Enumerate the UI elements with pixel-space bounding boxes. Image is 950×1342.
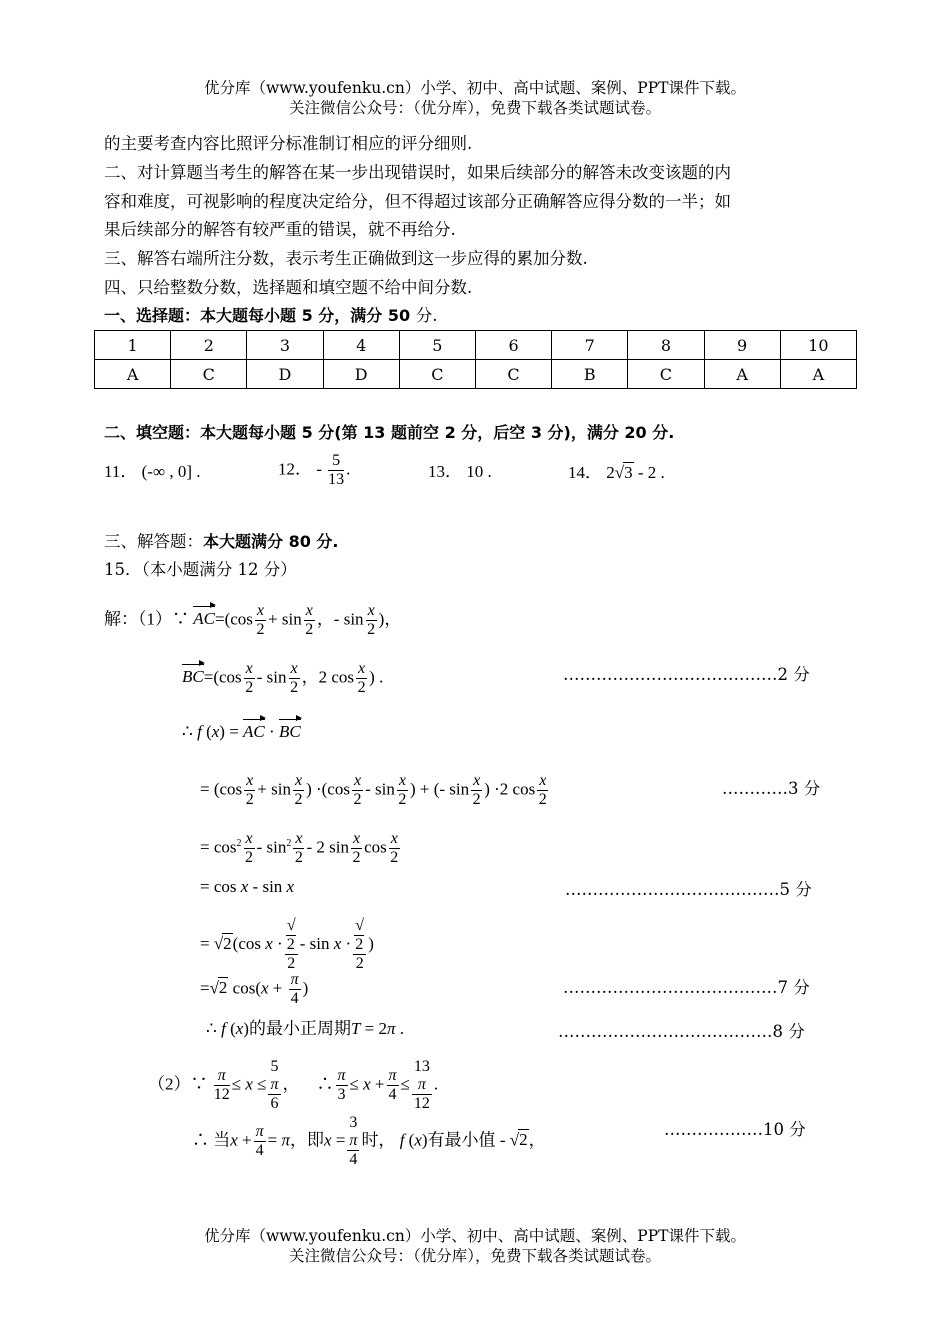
expansion-line: = (cos $\frac{x}{2}$ + sin $\frac{x}{2}$ ) ·(cos $\frac{x}{2}$ - sin $\frac{x}{2}$ ) + (- sin $\frac{x}{2}$ ) ·2 cos $\frac{x}{2}$ — [200, 772, 547, 808]
fill-11-answer: (-∞ , 0] . — [141, 462, 201, 481]
q15-title: 15．（本小题满分 12 分） — [104, 560, 297, 579]
score-8: …………………………………8 分 — [558, 1022, 805, 1041]
part2-conclusion: ∴ 当x + $\frac{\pi}{4}$ = π，即x = 3 π 4 时， f (x)有最小值 - √2， — [192, 1114, 546, 1168]
footer-line-2: 关注微信公众号：（优分库），免费下载各类试题试卷。 — [288, 1247, 661, 1265]
vector-bc: BC — [182, 667, 204, 687]
answer-table-answers-row — [95, 360, 857, 389]
part2-label: （2） — [148, 1074, 191, 1094]
table-cell: 8 — [628, 331, 704, 360]
section3-bold: 本大题满分 80 分. — [203, 532, 339, 551]
fraction: $\frac{x}{2}$ — [367, 602, 376, 638]
answer-table — [94, 330, 857, 389]
table-cell: 4 — [323, 331, 399, 360]
therefore-symbol: ∴ — [192, 1130, 209, 1150]
fill-11-label: 11． — [104, 462, 138, 481]
fraction: $\frac{x}{2}$ — [290, 660, 299, 696]
table-cell: A — [95, 360, 171, 389]
therefore-symbol: ∴ — [206, 1019, 217, 1038]
table-cell: 2 — [171, 331, 247, 360]
fraction: $\frac{x}{2}$ — [472, 772, 481, 808]
section1-title — [104, 305, 437, 327]
table-cell: A — [704, 360, 780, 389]
fraction: $\frac{x}{2}$ — [245, 660, 254, 696]
fraction: $\frac{x}{2}$ — [538, 772, 547, 808]
table-cell: 10 — [780, 331, 856, 360]
fill-14-coef: 2 — [606, 463, 615, 482]
fraction: 5 π 6 — [270, 1058, 279, 1112]
fraction: $\frac{x}{2}$ — [294, 772, 303, 808]
when-text: 当 — [213, 1130, 231, 1150]
fraction: $\frac{x}{2}$ — [305, 602, 314, 638]
fill-13-label: 13． — [428, 462, 462, 481]
table-cell: 9 — [704, 331, 780, 360]
fill-12-label: 12． — [278, 459, 312, 479]
table-cell: 7 — [552, 331, 628, 360]
therefore-symbol: ∴ — [182, 722, 193, 741]
fill-14-radicand: 3 — [624, 463, 633, 482]
fraction: √ 2 2 — [285, 917, 298, 973]
expansion-line-2: = $\cos^2$ $\frac{x}{2}$ - $\sin^2$ $\frac{x}{2}$ - 2 sin $\frac{x}{2}$ cos $\frac{x}{2}$ — [200, 830, 399, 866]
table-cell: B — [552, 360, 628, 389]
fx-definition: ∴ f (x) = AC · BC — [182, 722, 301, 741]
fill-13-answer: 10 . — [466, 462, 492, 481]
fraction: $\frac{x}{2}$ — [390, 830, 399, 866]
fraction: $\frac{\pi}{4}$ — [290, 971, 299, 1007]
part2-line: （2）∵ $\frac{\pi}{12}$ ≤ x ≤ 5 π 6 ， ∴ $\frac{\pi}{3}$ ≤ x + $\frac{\pi}{4}$ ≤ 13 π 12 . — [148, 1058, 439, 1112]
fill-14-rest: - 2 . — [633, 463, 665, 482]
score-2: …………………………………2 分 — [563, 665, 810, 684]
rule-line-2: 二、对计算题当考生的解答在某一步出现错误时，如果后续部分的解答未改变该题的内 — [104, 163, 731, 182]
table-cell: C — [628, 360, 704, 389]
footer-line-1: 优分库（www.youfenku.cn）小学、初中、高中试题、案例、PPT课件下载。 — [203, 1227, 747, 1245]
section1-title-bold: 一、选择题：本大题每小题 5 分，满分 50 — [104, 306, 416, 325]
header-line-2: 关注微信公众号：（优分库），免费下载各类试题试卷。 — [288, 99, 661, 117]
table-cell: D — [323, 360, 399, 389]
fill-13 — [428, 462, 492, 482]
fill-11 — [104, 462, 200, 482]
because-symbol: ∵ — [172, 609, 189, 629]
fraction: $\frac{x}{2}$ — [256, 602, 265, 638]
fraction: $\frac{x}{2}$ — [352, 830, 361, 866]
rule-line-1: 的主要考查内容比照评分标准制订相应的评分细则. — [104, 134, 473, 153]
rule-line-5: 三、解答右端所注分数，表示考生正确做到这一步应得的累加分数. — [104, 249, 588, 268]
expansion-line-3: = cos x - sin x — [200, 877, 295, 896]
time-text: 时， — [361, 1130, 396, 1150]
score-3: …………3 分 — [722, 779, 821, 798]
vector-bc-line: BC=(cos $\frac{x}{2}$ - sin $\frac{x}{2}$ ，2 cos $\frac{x}{2}$ ) . — [182, 660, 384, 696]
comma-text: ， — [528, 1130, 546, 1150]
table-cell: A — [780, 360, 856, 389]
fraction: $\frac{x}{2}$ — [353, 772, 362, 808]
fill-12-end: . — [346, 459, 351, 479]
period-line: ∴ f (x)的最小正周期T = 2π . — [206, 1019, 405, 1038]
score-5: …………………………………5 分 — [565, 880, 812, 899]
fraction: $\frac{\pi}{4}$ — [255, 1123, 264, 1159]
table-cell: 1 — [95, 331, 171, 360]
fill-14-label: 14． — [568, 463, 602, 482]
expansion-line-5: =√2 cos(x + $\frac{\pi}{4}$ ) — [200, 971, 309, 1007]
table-cell: 3 — [247, 331, 323, 360]
rule-line-3: 容和难度，可视影响的程度决定给分，但不得超过该部分正确解答应得分数的一半；如 — [104, 192, 731, 211]
fraction: 3 π 4 — [349, 1114, 358, 1168]
rule-line-6: 四、只给整数分数，选择题和填空题不给中间分数. — [104, 278, 473, 297]
table-cell: C — [171, 360, 247, 389]
because-symbol: ∵ — [190, 1074, 208, 1094]
header-line-1: 优分库（www.youfenku.cn）小学、初中、高中试题、案例、PPT课件下载。 — [203, 79, 747, 97]
table-cell: D — [247, 360, 323, 389]
fraction: $\frac{\pi}{3}$ — [337, 1067, 346, 1103]
fill-12-fraction — [328, 452, 344, 489]
table-cell: C — [475, 360, 551, 389]
fraction: $\frac{x}{2}$ — [398, 772, 407, 808]
fraction-denominator: 13 — [328, 471, 345, 488]
expansion-line-4: = √2(cos x · √ 2 2 - sin x · √ 2 2 ) — [200, 917, 374, 972]
q15-solve-label: 解：（1） — [104, 609, 172, 629]
fill-12-sign: - — [316, 459, 322, 479]
fill-14: 14． 2√3 - 2 . — [568, 463, 665, 482]
section1-title-end: 分. — [415, 306, 438, 325]
fraction: $\frac{\pi}{4}$ — [388, 1067, 397, 1103]
rule-line-4: 果后续部分的解答有较严重的错误，就不再给分. — [104, 220, 456, 239]
score-10: ………………10 分 — [664, 1120, 806, 1139]
table-cell: C — [399, 360, 475, 389]
namely-text: ，即 — [290, 1130, 325, 1150]
fraction-numerator: 5 — [328, 452, 344, 471]
answer-table-numbers-row — [95, 331, 857, 360]
fraction: $\frac{x}{2}$ — [245, 772, 254, 808]
fraction: $\frac{\pi}{12}$ — [213, 1067, 230, 1103]
score-7: …………………………………7 分 — [563, 978, 810, 997]
fraction: 13 π 12 — [413, 1058, 430, 1112]
fill-12 — [278, 452, 350, 489]
fraction: $\frac{x}{2}$ — [357, 660, 366, 696]
period-text: 的最小正周期 — [248, 1019, 351, 1038]
table-cell: 6 — [475, 331, 551, 360]
table-cell: 5 — [399, 331, 475, 360]
section3-prefix: 三、解答题： — [104, 532, 203, 551]
fraction: $\frac{x}{2}$ — [294, 830, 303, 866]
fraction: $\frac{x}{2}$ — [245, 830, 254, 866]
section2-title: 二、填空题：本大题每小题 5 分(第 13 题前空 2 分，后空 3 分)，满分 20 分. — [104, 423, 675, 442]
vector-ac: AC — [193, 609, 215, 629]
min-text: 有最小值 — [427, 1130, 496, 1150]
section3-title — [104, 531, 339, 553]
q15-solve-line: 解：（1）∵ AC=(cos $\frac{x}{2}$ + sin $\frac{x}{2}$ ，- sin $\frac{x}{2}$ )， — [104, 602, 402, 638]
fraction: √ 2 2 — [353, 917, 366, 973]
therefore-symbol: ∴ — [316, 1074, 334, 1094]
